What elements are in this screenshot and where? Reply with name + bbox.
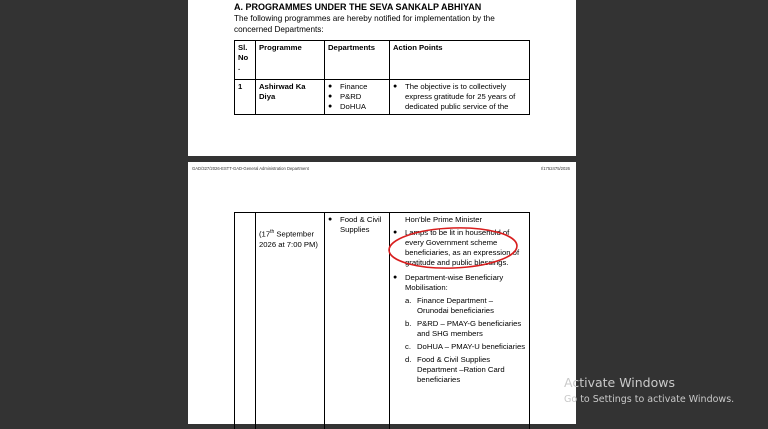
department-item: ● P&RD [328,92,386,102]
action-point-continued: Hon'ble Prime Minister [393,215,526,225]
cell-sl: 1 [235,80,256,115]
list-item: a. Finance Department – Orunodai beneficiaries [405,296,526,316]
document-number: I/1752475/2026 [541,166,570,171]
intro-paragraph: The following programmes are hereby notified for implementation by the concerned Departments: [234,14,530,35]
section-heading: A. PROGRAMMES UNDER THE SEVA SANKALP ABHIYAN [234,2,481,12]
department-item: ● Finance [328,82,386,92]
col-header-programme: Programme [256,41,325,80]
watermark-subtitle: Go to Settings to activate Windows. [564,394,734,405]
cell-departments [325,80,390,115]
col-header-action-points: Action Points [390,41,530,80]
action-point-item: ● Department-wise Beneficiary Mobilisation: [393,273,526,293]
file-reference: GAD/327/2026-ESTT-GAD-General Administration Department [192,166,309,171]
page-header [192,166,570,171]
red-annotation-circle [386,225,520,271]
table-row [235,80,530,115]
cell-sl [235,213,256,429]
col-header-sl: Sl. No . [235,41,256,80]
cell-action-points [390,80,530,115]
programme-table [234,40,530,115]
cell-programme-date: (17th September 2026 at 7:00 PM) [256,213,325,429]
cell-programme: Ashirwad Ka Diya [256,80,325,115]
document-page-2 [188,162,576,424]
watermark-title: Activate Windows [564,375,734,390]
list-item: d. Food & Civil Supplies Department –Ration Card beneficiaries [405,355,526,385]
action-point-item: ● Lamps to be lit in household of every Government scheme beneficiaries, as an expression of gratitude and public blessings. [393,228,526,268]
activate-windows-watermark [564,375,734,405]
department-item: ● Food & Civil Supplies [328,215,386,235]
department-item: ● DoHUA [328,102,386,112]
list-item: b. P&RD – PMAY-G beneficiaries and SHG members [405,319,526,339]
beneficiary-list [393,296,526,385]
action-point-item: ● The objective is to collectively express gratitude for 25 years of dedicated public service of the [393,82,526,112]
col-header-departments: Departments [325,41,390,80]
table-header-row [235,41,530,80]
list-item: c. DoHUA – PMAY-U beneficiaries [405,342,526,352]
document-page-1 [188,0,576,156]
cell-departments [325,213,390,429]
